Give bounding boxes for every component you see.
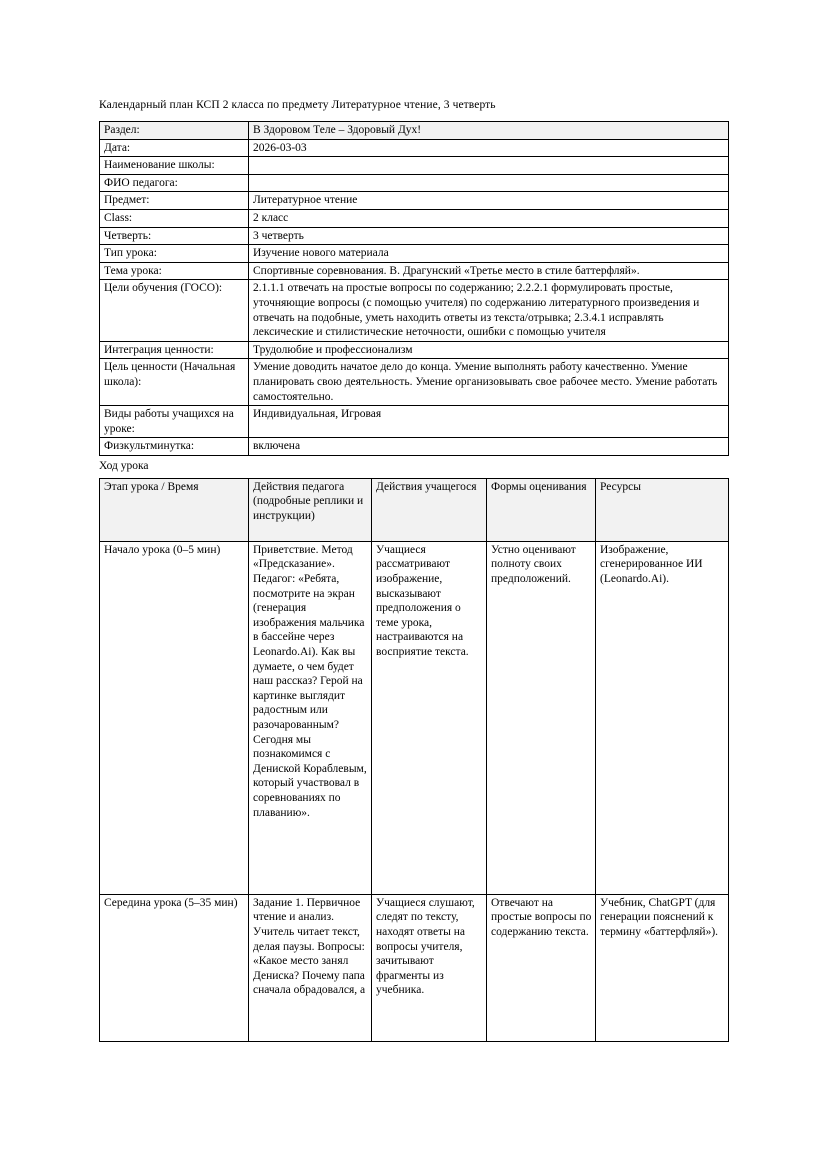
lesson-info-table	[99, 121, 729, 456]
info-row-label: Четверть:	[100, 227, 249, 245]
info-row-value: включена	[249, 438, 729, 456]
lesson-flow-table-head	[100, 478, 729, 541]
flow-assessment: Устно оценивают полноту своих предположений.	[487, 541, 596, 894]
info-row-label: Тема урока:	[100, 262, 249, 280]
table-row	[100, 280, 729, 341]
flow-student-actions: Учащиеся рассматривают изображение, высказывают предположения о теме урока, настраиваются на восприятие текста.	[372, 541, 487, 894]
page-title: Календарный план КСП 2 класса по предмету Литературное чтение, 3 четверть	[99, 99, 496, 111]
table-row	[100, 209, 729, 227]
lesson-info-table-body	[100, 122, 729, 456]
flow-stage: Начало урока (0–5 мин)	[100, 541, 249, 894]
lesson-flow-label: Ход урока	[99, 459, 149, 472]
table-row	[100, 174, 729, 192]
flow-teacher-actions: Приветствие. Метод «Предсказание». Педагог: «Ребята, посмотрите на экран (генерация изображения мальчика в бассейне через Leonardo.Ai). Как вы думаете, о чем будет наш рассказ? Герой на картинке выглядит радостным или разочарованным? Сегодня мы познакомимся с Дениской Кораблевым, который участвовал в соревнованиях по плаванию».	[249, 541, 372, 894]
info-row-label: Тип урока:	[100, 245, 249, 263]
table-row	[100, 122, 729, 140]
info-row-value: 2 класс	[249, 209, 729, 227]
table-row	[100, 406, 729, 438]
info-row-label: Раздел:	[100, 122, 249, 140]
flow-student-actions: Учащиеся слушают, следят по тексту, находят ответы на вопросы учителя, зачитывают фрагменты из учебника.	[372, 894, 487, 1041]
table-row	[100, 192, 729, 210]
column-header-assessment-forms: Формы оценивания	[487, 478, 596, 541]
info-row-label: Виды работы учащихся на уроке:	[100, 406, 249, 438]
info-row-value	[249, 157, 729, 175]
column-header-stage: Этап урока / Время	[100, 478, 249, 541]
column-header-teacher-actions: Действия педагога (подробные реплики и инструкции)	[249, 478, 372, 541]
info-row-label: Цели обучения (ГОСО):	[100, 280, 249, 341]
flow-stage: Середина урока (5–35 мин)	[100, 894, 249, 1041]
lesson-flow-table	[99, 478, 729, 1042]
info-row-value: 2026-03-03	[249, 139, 729, 157]
table-row	[100, 341, 729, 359]
info-row-value: Литературное чтение	[249, 192, 729, 210]
column-header-student-actions: Действия учащегося	[372, 478, 487, 541]
table-row	[100, 157, 729, 175]
flow-resources: Учебник, ChatGPT (для генерации пояснений к термину «баттерфляй»).	[596, 894, 729, 1041]
info-row-label: Цель ценности (Начальная школа):	[100, 359, 249, 406]
table-row	[100, 262, 729, 280]
document-content	[99, 98, 728, 1042]
lesson-flow-table-body	[100, 541, 729, 1041]
info-row-label: ФИО педагога:	[100, 174, 249, 192]
flow-resources: Изображение, сгенерированное ИИ (Leonardo.Ai).	[596, 541, 729, 894]
flow-assessment: Отвечают на простые вопросы по содержанию текста.	[487, 894, 596, 1041]
info-row-value: 3 четверть	[249, 227, 729, 245]
column-header-resources: Ресурсы	[596, 478, 729, 541]
table-row	[100, 227, 729, 245]
info-row-value: Спортивные соревнования. В. Драгунский «Третье место в стиле баттерфляй».	[249, 262, 729, 280]
info-row-value: 2.1.1.1 отвечать на простые вопросы по содержанию; 2.2.2.1 формулировать простые, уточняющие вопросы (с помощью учителя) по содержанию литературного произведения и отвечать на подобные, уметь находить ответы из текста/отрывка; 2.3.4.1 исправлять лексические и стилистические неточности, ошибки с помощью учителя	[249, 280, 729, 341]
table-row	[100, 438, 729, 456]
table-row	[100, 894, 729, 1041]
table-header-row	[100, 478, 729, 541]
table-row	[100, 245, 729, 263]
table-row	[100, 541, 729, 894]
info-row-value: В Здоровом Теле – Здоровый Дух!	[249, 122, 729, 140]
info-row-label: Предмет:	[100, 192, 249, 210]
info-row-label: Физкультминутка:	[100, 438, 249, 456]
info-row-label: Дата:	[100, 139, 249, 157]
info-row-value: Трудолюбие и профессионализм	[249, 341, 729, 359]
info-row-value: Индивидуальная, Игровая	[249, 406, 729, 438]
flow-teacher-actions: Задание 1. Первичное чтение и анализ. Учитель читает текст, делая паузы. Вопросы: «Какое место занял Дениска? Почему папа сначала обрадовался, а	[249, 894, 372, 1041]
info-row-label: Наименование школы:	[100, 157, 249, 175]
info-row-value: Умение доводить начатое дело до конца. Умение выполнять работу качественно. Умение планировать свою деятельность. Умение организовывать свое рабочее место. Умение работать самостоятельно.	[249, 359, 729, 406]
info-row-value: Изучение нового материала	[249, 245, 729, 263]
table-row	[100, 139, 729, 157]
info-row-value	[249, 174, 729, 192]
info-row-label: Class:	[100, 209, 249, 227]
table-row	[100, 359, 729, 406]
info-row-label: Интеграция ценности:	[100, 341, 249, 359]
